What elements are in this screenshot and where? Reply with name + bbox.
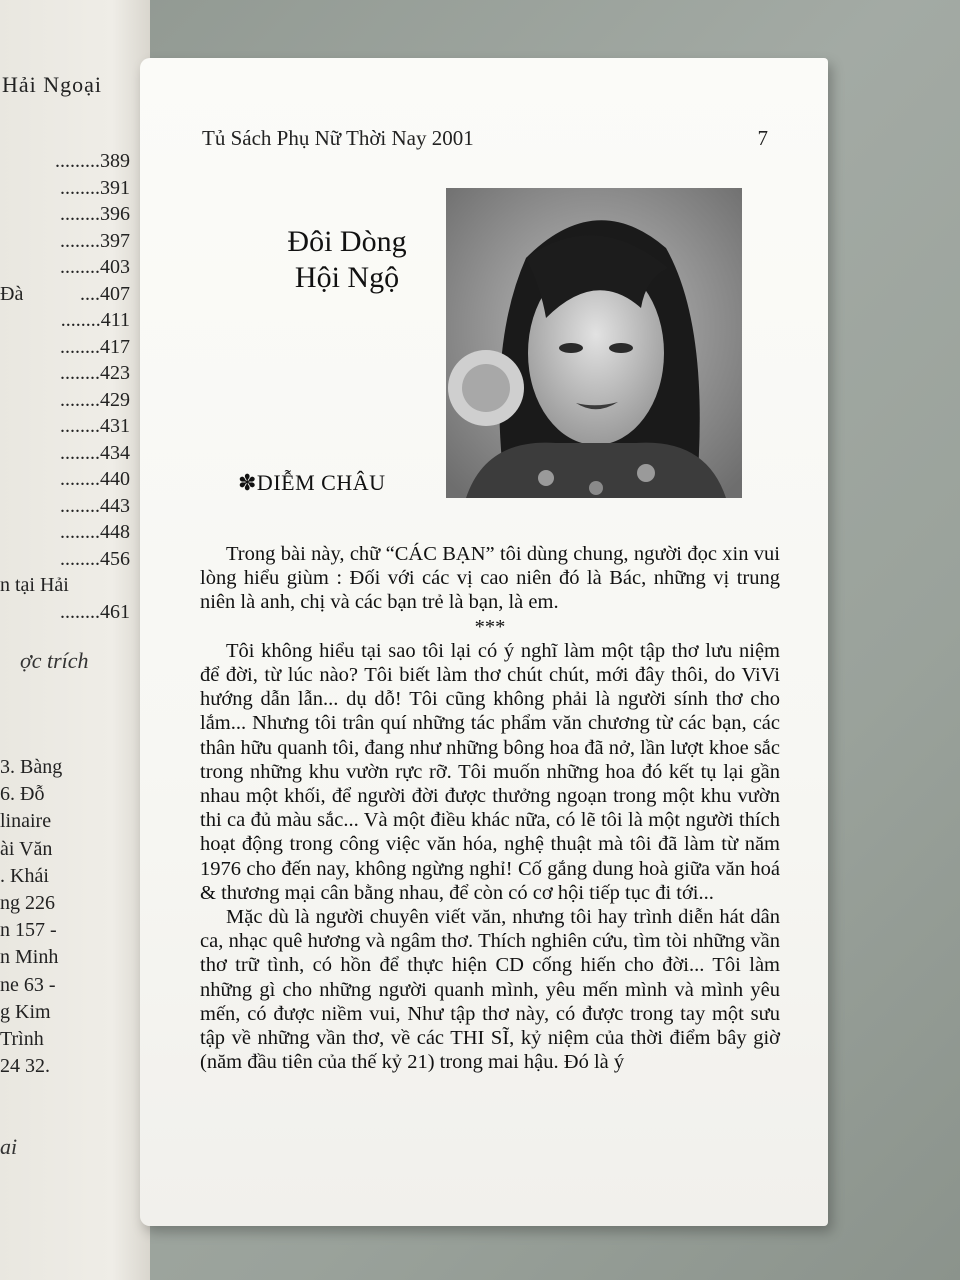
left-page-line: g Kim — [0, 1000, 51, 1023]
toc-page-number: ........397 — [60, 229, 130, 252]
left-page — [0, 0, 150, 1280]
chapter-title — [242, 224, 452, 296]
portrait-illustration — [446, 188, 742, 498]
left-page-line: ài Văn — [0, 837, 53, 860]
toc-page-number: .........389 — [55, 150, 130, 172]
paragraph: Tôi không hiểu tại sao tôi lại có ý nghĩ làm một tập thơ lưu niệm để đời, từ lúc nào? Tôi biết làm thơ chút chút, mới đây thôi, do ViVi hướng dẫn lẫn... dụ dỗ! Tôi cũng không phải là người sính thơ cho lắm... Nhưng tôi trân quí những tác phẩm văn chương từ các bạn, các thân hữu quanh tôi, đang như những bông hoa đã nở, lần lượt khoe sắc trong những khu vườn rực rỡ. Tôi muốn những hoa đó kết tụ lại gần nhau một khối, để người đời được thưởng ngoạn trong một khu vườn thi ca đủ màu sắc... Và một điều khác nữa, có lẽ tôi là một người thích hoạt động trong công việc văn hóa, nghệ thuật mà tôi đã làm từ năm 1976 cho đến nay, không ngừng nghỉ! Cố gắng dung hoà giữa văn hoá & thương mại cân bằng nhau, để còn có cơ hội tiếp tục đi tới... — [200, 639, 780, 904]
left-page-line: linaire — [0, 810, 52, 833]
left-page-line: ng 226 — [0, 892, 55, 914]
toc-page-number: ........431 — [60, 415, 130, 437]
paragraph: Trong bài này, chữ “CÁC BẠN” tôi dùng chung, người đọc xin vui lòng hiểu giùm : Đối với các vị cao niên đó là Bác, những vị trung niên là anh, chị và các bạn trẻ là bạn, là em. — [200, 543, 780, 614]
toc-page-number: ........443 — [60, 494, 130, 517]
toc-page-number: ........456 — [60, 547, 130, 570]
author-portrait — [446, 188, 742, 498]
left-italic-text: ợc trích — [20, 648, 89, 673]
book-title: Tủ Sách Phụ Nữ Thời Nay 2001 — [202, 126, 474, 150]
toc-page-number: ........411 — [60, 309, 130, 331]
left-page-line: n Minh — [0, 946, 59, 969]
toc-page-number: ....407 — [80, 282, 130, 305]
author-name: ✽DIỄM CHÂU — [238, 470, 386, 495]
toc-page-number: ........434 — [60, 441, 130, 464]
left-page-line: Trình — [0, 1028, 44, 1050]
toc-page-number: ........417 — [60, 335, 130, 358]
left-page-line: 24 32. — [0, 1055, 50, 1078]
title-line-1: Đôi Dòng — [287, 225, 407, 258]
left-page-line: ne 63 - — [0, 973, 56, 996]
left-page-line: 6. Đỗ — [0, 783, 45, 806]
left-page-line: . Khái — [0, 864, 49, 887]
toc-page-number: ........440 — [60, 468, 130, 490]
left-page-line: 3. Bàng — [0, 756, 63, 778]
toc-page-number: ........403 — [60, 256, 130, 278]
paragraph: Mặc dù là người chuyên viết văn, nhưng tôi hay trình diễn hát dân ca, nhạc quê hương và ngâm thơ. Thích nghiên cứu, tìm tòi những vần thơ trữ tình, có hồn để thực hiện CD cống hiến cho đời... Tôi làm những gì cho những người quanh mình, yêu mến mình và mình yêu mến, có được niềm vui, Như tập thơ này, có được trong tay một sưu tập về những vần thơ, về các THI SĨ, kỷ niệm của thời điểm bây giờ (năm đầu tiên của thế kỷ 21) trong mai hậu. Đó là ý — [200, 906, 780, 1074]
toc-page-number: ........461 — [60, 600, 130, 623]
toc-page-number: ........396 — [60, 203, 130, 225]
toc-page-number: ........423 — [60, 362, 130, 384]
left-page-header: Hải Ngoại — [2, 72, 103, 97]
toc-page-number: ........429 — [60, 388, 130, 411]
toc-page-number: ........448 — [60, 521, 130, 543]
left-page-line: n 157 - — [0, 919, 57, 942]
toc-label: n tại Hải — [0, 574, 69, 596]
title-line-2: Hội Ngộ — [294, 261, 400, 294]
left-bottom-italic: ai — [0, 1134, 18, 1159]
page-number: 7 — [757, 126, 768, 150]
toc-page-number: ........391 — [60, 176, 130, 199]
book-page — [140, 58, 828, 1226]
toc-label: Đà — [0, 282, 24, 305]
section-separator: *** — [474, 615, 506, 638]
article-body — [200, 542, 780, 1074]
